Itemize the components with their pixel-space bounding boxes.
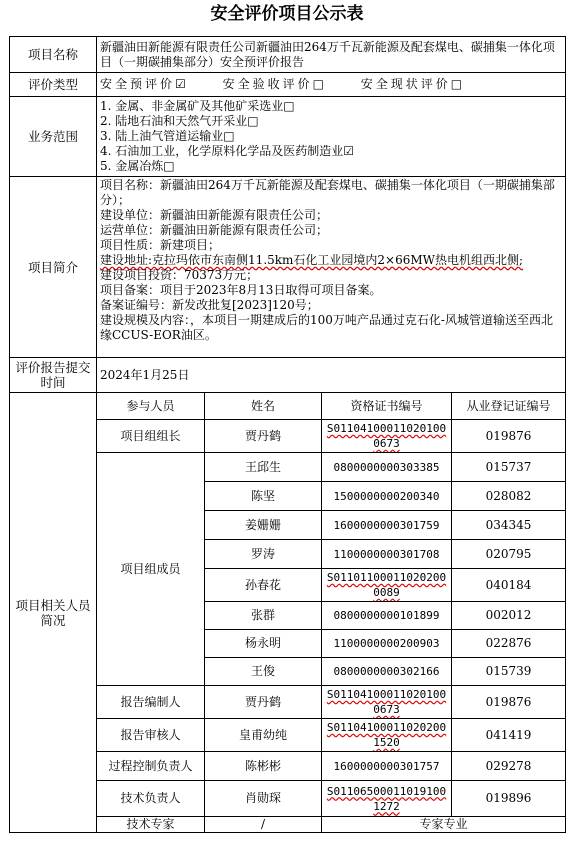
reg-number: 019896 bbox=[452, 781, 566, 817]
person-name: 孙春花 bbox=[205, 569, 322, 602]
intro-label: 项目简介 bbox=[10, 177, 97, 358]
business-scope-label: 业务范围 bbox=[10, 97, 97, 177]
reg-number: 002012 bbox=[452, 602, 566, 630]
person-name: 张群 bbox=[205, 602, 322, 630]
business-scope-list bbox=[97, 97, 566, 177]
intro-line: 项目性质：新建项目； bbox=[100, 238, 221, 252]
intro-line: 建设单位：新疆油田新能源有限责任公司； bbox=[100, 208, 329, 222]
project-name-label: 项目名称 bbox=[10, 37, 97, 73]
person-name: 皇甫幼纯 bbox=[205, 719, 322, 752]
intro-text bbox=[97, 177, 566, 358]
business-scope-item: 4. 石油加工业，化学原料化学品及医药制造业☑ bbox=[100, 144, 355, 158]
expert-slash: / bbox=[205, 817, 322, 833]
expert-specialty: 专家专业 bbox=[322, 817, 566, 833]
personnel-label: 项目相关人员简况 bbox=[10, 393, 97, 833]
reg-number: 034345 bbox=[452, 511, 566, 540]
eval-type-label: 评价类型 bbox=[10, 73, 97, 97]
intro-line: 建设项目投资：70373万元； bbox=[100, 268, 259, 282]
person-name: 贾丹鹤 bbox=[205, 420, 322, 453]
disclosure-table bbox=[9, 36, 566, 833]
reg-number: 022876 bbox=[452, 630, 566, 658]
business-scope-item: 2. 陆地石油和天然气开采业□ bbox=[100, 114, 259, 128]
cert-number: 1600000000301759 bbox=[322, 511, 452, 540]
cert-number: 1500000000200340 bbox=[322, 482, 452, 511]
intro-line: 备案证编号：新发改批复[2023]120号； bbox=[100, 298, 319, 312]
intro-line: 建设地址:克拉玛依市东南侧11.5km石化工业园境内2×66MW热电机组西北侧; bbox=[100, 253, 524, 267]
cert-number: 0800000000101899 bbox=[322, 602, 452, 630]
eval-type-option-status: 安全现状评价□ bbox=[360, 77, 466, 91]
person-name: 肖勋琛 bbox=[205, 781, 322, 817]
person-name: 罗涛 bbox=[205, 540, 322, 569]
intro-line: 建设规模及内容：，本项目一期建成后的100万吨产品通过克石化-风城管道输送至西北缘CCUS-EOR油区。 bbox=[100, 313, 553, 342]
eval-type-row bbox=[10, 73, 566, 97]
reg-number: 015739 bbox=[452, 658, 566, 686]
intro-line: 项目备案：项目于2023年8月13日取得可项目备案。 bbox=[100, 283, 382, 297]
cert-number: 0800000000303385 bbox=[322, 453, 452, 482]
cert-number: 0800000000302166 bbox=[322, 658, 452, 686]
reg-number: 041419 bbox=[452, 719, 566, 752]
role-leader: 项目组组长 bbox=[97, 420, 205, 453]
role-process: 过程控制负责人 bbox=[97, 752, 205, 781]
eval-type-option-pre: 安全预评价☑ bbox=[100, 77, 189, 91]
reg-number: 028082 bbox=[452, 482, 566, 511]
cert-number: S011041000110202001520 bbox=[322, 719, 452, 752]
project-name-row bbox=[10, 37, 566, 73]
reg-number: 019876 bbox=[452, 686, 566, 719]
page-title: 安全评价项目公示表 bbox=[210, 4, 364, 24]
report-date-row bbox=[10, 358, 566, 393]
cert-number: S011041000110201000673 bbox=[322, 686, 452, 719]
cert-number: S011065000110191001272 bbox=[322, 781, 452, 817]
report-date-value: 2024年1月25日 bbox=[97, 358, 566, 393]
person-name: 贾丹鹤 bbox=[205, 686, 322, 719]
business-scope-item: 5. 金属冶炼□ bbox=[100, 159, 175, 173]
eval-type-options bbox=[97, 73, 566, 97]
intro-row bbox=[10, 177, 566, 358]
person-name: 陈坚 bbox=[205, 482, 322, 511]
person-name: 陈彬彬 bbox=[205, 752, 322, 781]
intro-line: 项目名称：新疆油田264万千瓦新能源及配套煤电、碳捕集一体化项目（一期碳捕集部分）； bbox=[100, 178, 555, 207]
person-name: 杨永明 bbox=[205, 630, 322, 658]
eval-type-option-acceptance: 安全验收评价□ bbox=[222, 77, 327, 91]
header-role: 参与人员 bbox=[97, 393, 205, 420]
header-cert: 资格证书编号 bbox=[322, 393, 452, 420]
reg-number: 020795 bbox=[452, 540, 566, 569]
project-name-value: 新疆油田新能源有限责任公司新疆油田264万千瓦新能源及配套煤电、碳捕集一体化项目（一期碳捕集部分）安全预评价报告 bbox=[97, 37, 566, 73]
personnel-header-row bbox=[10, 393, 566, 420]
person-name: 王俊 bbox=[205, 658, 322, 686]
person-name: 王邱生 bbox=[205, 453, 322, 482]
reg-number: 015737 bbox=[452, 453, 566, 482]
reg-number: 040184 bbox=[452, 569, 566, 602]
role-reviewer: 报告审核人 bbox=[97, 719, 205, 752]
cert-number: 1100000000200903 bbox=[322, 630, 452, 658]
cert-number: S011011000110202000089 bbox=[322, 569, 452, 602]
business-scope-row bbox=[10, 97, 566, 177]
business-scope-item: 3. 陆上油气管道运输业□ bbox=[100, 129, 235, 143]
role-writer: 报告编制人 bbox=[97, 686, 205, 719]
header-name: 姓名 bbox=[205, 393, 322, 420]
report-date-label: 评价报告提交时间 bbox=[10, 358, 97, 393]
role-tech: 技术负责人 bbox=[97, 781, 205, 817]
intro-line: 运营单位：新疆油田新能源有限责任公司； bbox=[100, 223, 329, 237]
cert-number: S011041000110201000673 bbox=[322, 420, 452, 453]
cert-number: 1100000000301708 bbox=[322, 540, 452, 569]
expert-label: 技术专家 bbox=[97, 817, 205, 833]
cert-number: 1600000000301757 bbox=[322, 752, 452, 781]
header-reg: 从业登记证编号 bbox=[452, 393, 566, 420]
reg-number: 029278 bbox=[452, 752, 566, 781]
business-scope-item: 1. 金属、非金属矿及其他矿采选业□ bbox=[100, 99, 295, 113]
person-name: 姜姗姗 bbox=[205, 511, 322, 540]
role-members: 项目组成员 bbox=[97, 453, 205, 686]
reg-number: 019876 bbox=[452, 420, 566, 453]
